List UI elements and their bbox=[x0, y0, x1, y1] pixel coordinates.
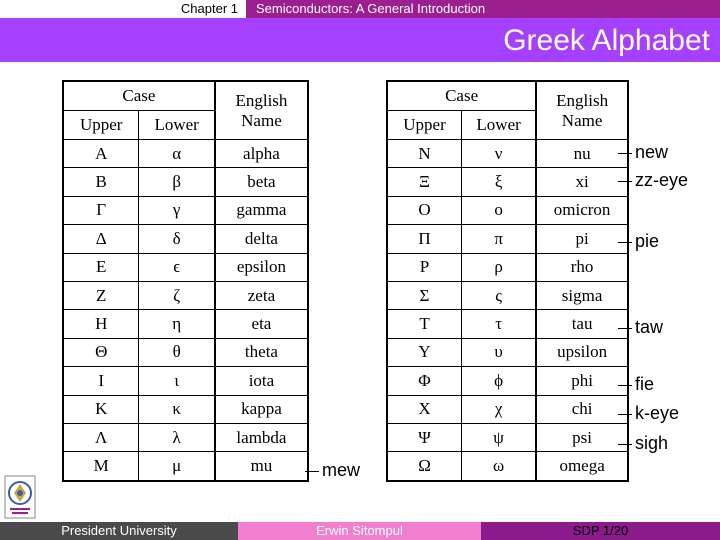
lower-letter: χ bbox=[462, 395, 537, 423]
upper-header: Upper bbox=[63, 111, 139, 140]
slide-title: Greek Alphabet bbox=[503, 24, 710, 57]
case-header: Case bbox=[63, 81, 215, 111]
upper-letter: Τ bbox=[387, 310, 462, 338]
lower-letter: μ bbox=[139, 452, 215, 481]
table-row bbox=[387, 281, 628, 309]
upper-header: Upper bbox=[387, 111, 462, 140]
table-row bbox=[63, 196, 308, 224]
upper-letter: Λ bbox=[63, 423, 139, 451]
english-name: delta bbox=[215, 225, 308, 253]
english-name: iota bbox=[215, 367, 308, 395]
top-bar bbox=[0, 0, 720, 18]
pronunciation-pi: pie bbox=[618, 231, 659, 251]
english-name-header: English Name bbox=[215, 81, 308, 140]
upper-letter: Μ bbox=[63, 452, 139, 481]
upper-letter: Ζ bbox=[63, 281, 139, 309]
case-header: Case bbox=[387, 81, 536, 111]
upper-letter: Ι bbox=[63, 367, 139, 395]
upper-letter: Σ bbox=[387, 281, 462, 309]
title-bar bbox=[0, 18, 720, 62]
lower-letter: ϵ bbox=[139, 253, 215, 281]
table-row bbox=[387, 225, 628, 253]
english-name: sigma bbox=[536, 281, 628, 309]
lower-header: Lower bbox=[139, 111, 215, 140]
upper-letter: Α bbox=[63, 140, 139, 168]
table-row bbox=[63, 310, 308, 338]
english-name: phi bbox=[536, 367, 628, 395]
subject-label: Semiconductors: A General Introduction bbox=[246, 0, 720, 18]
english-name: gamma bbox=[215, 196, 308, 224]
upper-letter: Β bbox=[63, 168, 139, 196]
upper-letter: Δ bbox=[63, 225, 139, 253]
table-row bbox=[63, 253, 308, 281]
lower-letter: υ bbox=[462, 338, 537, 366]
table-row bbox=[387, 423, 628, 451]
footer-university: President University bbox=[0, 522, 238, 540]
upper-letter: Γ bbox=[63, 196, 139, 224]
university-logo bbox=[4, 475, 36, 519]
lower-letter: θ bbox=[139, 338, 215, 366]
upper-letter: Ψ bbox=[387, 423, 462, 451]
upper-letter: Η bbox=[63, 310, 139, 338]
english-name: rho bbox=[536, 253, 628, 281]
english-name: chi bbox=[536, 395, 628, 423]
lower-letter: ν bbox=[462, 140, 537, 168]
lower-letter: ζ bbox=[139, 281, 215, 309]
english-name-header: English Name bbox=[536, 81, 628, 140]
english-name: kappa bbox=[215, 395, 308, 423]
lower-letter: α bbox=[139, 140, 215, 168]
english-name: upsilon bbox=[536, 338, 628, 366]
table-row bbox=[387, 338, 628, 366]
pronunciation-phi: fie bbox=[618, 374, 654, 394]
table-row bbox=[387, 253, 628, 281]
english-name: eta bbox=[215, 310, 308, 338]
lower-letter: π bbox=[462, 225, 537, 253]
table-row bbox=[387, 367, 628, 395]
greek-table-right bbox=[386, 80, 629, 482]
lower-letter: η bbox=[139, 310, 215, 338]
english-name: psi bbox=[536, 423, 628, 451]
upper-letter: Ε bbox=[63, 253, 139, 281]
table-row bbox=[63, 281, 308, 309]
english-name: omicron bbox=[536, 196, 628, 224]
pronunciation-chi: k-eye bbox=[618, 403, 679, 423]
upper-letter: Ρ bbox=[387, 253, 462, 281]
lower-letter: ψ bbox=[462, 423, 537, 451]
lower-letter: ρ bbox=[462, 253, 537, 281]
table-row bbox=[387, 196, 628, 224]
lower-letter: τ bbox=[462, 310, 537, 338]
table-row bbox=[63, 452, 308, 481]
pronunciation-psi: sigh bbox=[618, 433, 668, 453]
english-name: omega bbox=[536, 452, 628, 481]
upper-letter: Χ bbox=[387, 395, 462, 423]
pronunciation-nu: new bbox=[618, 142, 668, 162]
table-row bbox=[387, 395, 628, 423]
english-name: zeta bbox=[215, 281, 308, 309]
table-row bbox=[387, 452, 628, 481]
greek-table-left bbox=[62, 80, 309, 482]
upper-letter: Ω bbox=[387, 452, 462, 481]
english-name: epsilon bbox=[215, 253, 308, 281]
table-row bbox=[387, 310, 628, 338]
footer-author: Erwin Sitompul bbox=[238, 522, 481, 540]
english-name: nu bbox=[536, 140, 628, 168]
lower-letter: ω bbox=[462, 452, 537, 481]
english-name: pi bbox=[536, 225, 628, 253]
english-name: beta bbox=[215, 168, 308, 196]
lower-letter: κ bbox=[139, 395, 215, 423]
upper-letter: Φ bbox=[387, 367, 462, 395]
english-name: tau bbox=[536, 310, 628, 338]
english-name: theta bbox=[215, 338, 308, 366]
upper-letter: Κ bbox=[63, 395, 139, 423]
table-row bbox=[63, 367, 308, 395]
lower-letter: λ bbox=[139, 423, 215, 451]
pronunciation-mu: mew bbox=[305, 460, 360, 480]
table-row bbox=[63, 140, 308, 168]
upper-letter: Ν bbox=[387, 140, 462, 168]
pronunciation-tau: taw bbox=[618, 317, 663, 337]
upper-letter: Ο bbox=[387, 196, 462, 224]
chapter-label: Chapter 1 bbox=[0, 0, 246, 18]
table-row bbox=[63, 338, 308, 366]
footer-page-number: SDP 1/20 bbox=[481, 522, 720, 540]
pronunciation-xi: zz-eye bbox=[618, 170, 688, 190]
lower-letter: ι bbox=[139, 367, 215, 395]
lower-letter: γ bbox=[139, 196, 215, 224]
table-row bbox=[387, 140, 628, 168]
upper-letter: Π bbox=[387, 225, 462, 253]
upper-letter: Ξ bbox=[387, 168, 462, 196]
table-row bbox=[63, 423, 308, 451]
table-row bbox=[387, 168, 628, 196]
english-name: mu bbox=[215, 452, 308, 481]
upper-letter: Θ bbox=[63, 338, 139, 366]
english-name: alpha bbox=[215, 140, 308, 168]
lower-header: Lower bbox=[462, 111, 537, 140]
lower-letter: ο bbox=[462, 196, 537, 224]
english-name: lambda bbox=[215, 423, 308, 451]
lower-letter: ς bbox=[462, 281, 537, 309]
lower-letter: δ bbox=[139, 225, 215, 253]
lower-letter: ξ bbox=[462, 168, 537, 196]
lower-letter: β bbox=[139, 168, 215, 196]
lower-letter: ϕ bbox=[462, 367, 537, 395]
upper-letter: Υ bbox=[387, 338, 462, 366]
table-row bbox=[63, 395, 308, 423]
english-name: xi bbox=[536, 168, 628, 196]
table-row bbox=[63, 225, 308, 253]
table-row bbox=[63, 168, 308, 196]
